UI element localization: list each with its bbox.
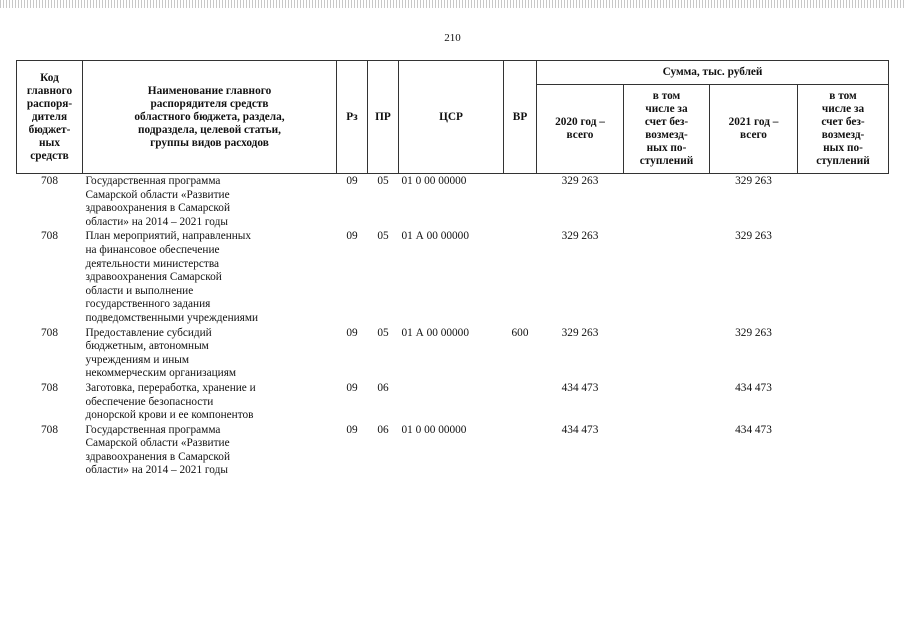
cell-name — [83, 423, 337, 478]
name-line: обеспечение безопасности — [85, 395, 214, 408]
cell-2021-total: 434 473 — [735, 423, 772, 436]
cell-name — [83, 381, 337, 423]
cell-2021-gratuitous — [798, 229, 889, 325]
name-line: некоммерческим организациям — [85, 367, 237, 380]
name-line: Заготовка, переработка, хранение и — [85, 381, 256, 394]
table-row — [17, 326, 889, 381]
header-2020-gratuitous: в том числе за счет без- возмезд- ных по- ступлений — [624, 85, 710, 174]
name-line: деятельности министерства — [85, 257, 220, 270]
cell-2020-total: 434 473 — [561, 423, 599, 436]
cell-2021-total: 434 473 — [735, 381, 772, 394]
cell-csr — [399, 381, 504, 423]
name-line: здравоохранения в Самарской — [85, 450, 230, 463]
header-vr: ВР — [504, 61, 537, 174]
cell-name — [83, 229, 337, 325]
cell-rz: 09 — [346, 326, 358, 339]
cell-2020-gratuitous — [624, 326, 710, 381]
table-row — [17, 381, 889, 423]
table-row — [17, 423, 889, 478]
cell-2020-total: 434 473 — [561, 381, 599, 394]
cell-2020-gratuitous — [624, 381, 710, 423]
cell-code: 708 — [41, 423, 58, 436]
cell-2021-gratuitous — [798, 174, 889, 230]
cell-rz: 09 — [346, 230, 358, 243]
cell-2021-gratuitous — [798, 326, 889, 381]
cell-rz: 09 — [346, 381, 358, 394]
name-line: здравоохранения в Самарской — [85, 202, 230, 215]
cell-pr: 05 — [377, 230, 389, 243]
name-line: области» на 2014 – 2021 годы — [85, 215, 228, 228]
name-line: Государственная программа — [85, 175, 221, 187]
header-rz: Рз — [337, 61, 368, 174]
cell-vr — [504, 423, 537, 478]
name-line: Самарской области «Развитие — [85, 437, 230, 450]
cell-2020-gratuitous — [624, 174, 710, 230]
name-line: области и выполнение — [85, 284, 194, 297]
cell-2021-total: 329 263 — [735, 175, 772, 187]
cell-pr: 05 — [377, 175, 389, 187]
cell-name — [83, 174, 337, 230]
cell-2020-gratuitous — [624, 423, 710, 478]
page-number: 210 — [444, 32, 461, 44]
cell-csr: 01 0 00 00000 — [401, 175, 467, 187]
cell-csr: 01 А 00 00000 — [401, 326, 469, 339]
cell-2021-total: 329 263 — [735, 326, 772, 339]
name-line: План мероприятий, направленных — [85, 230, 252, 243]
cell-name — [83, 326, 337, 381]
name-line: Государственная программа — [85, 423, 221, 436]
table-row — [17, 229, 889, 325]
cell-2020-total: 329 263 — [561, 326, 599, 339]
cell-code: 708 — [41, 230, 58, 243]
header-pr: ПР — [368, 61, 399, 174]
name-line: учреждениям и иным — [85, 353, 190, 366]
cell-pr: 05 — [377, 326, 389, 339]
cell-2021-total: 329 263 — [735, 230, 772, 243]
header-name: Наименование главного распорядителя средств областного бюджета, раздела, подраздела, целевой статьи, группы видов расходов — [83, 61, 337, 174]
header-csr: ЦСР — [399, 61, 504, 174]
cell-csr: 01 0 00 00000 — [401, 423, 467, 436]
cell-2020-gratuitous — [624, 229, 710, 325]
cell-2020-total: 329 263 — [561, 230, 599, 243]
cell-vr — [504, 174, 537, 230]
table-header — [17, 61, 889, 174]
header-2020-total: 2020 год – всего — [537, 85, 624, 174]
cell-vr: 600 — [511, 326, 529, 339]
cell-pr: 06 — [377, 423, 389, 436]
cell-csr: 01 А 00 00000 — [401, 230, 469, 243]
name-line: подведомственными учреждениями — [85, 311, 259, 324]
name-line: государственного задания — [85, 298, 211, 311]
header-code: Код главного распоря- дителя бюджет- ных средств — [17, 61, 83, 174]
header-2021-total: 2021 год – всего — [710, 85, 798, 174]
name-line: бюджетным, автономным — [85, 340, 209, 353]
cell-rz: 09 — [346, 423, 358, 436]
header-2021-gratuitous: в том числе за счет без- возмезд- ных по- ступлений — [798, 85, 889, 174]
scan-top-edge — [0, 0, 905, 8]
cell-2021-gratuitous — [798, 381, 889, 423]
name-line: на финансовое обеспечение — [85, 243, 220, 256]
budget-table — [16, 60, 889, 478]
cell-pr: 06 — [377, 381, 389, 394]
cell-2020-total: 329 263 — [561, 175, 599, 187]
name-line: области» на 2014 – 2021 годы — [85, 464, 228, 477]
table-body — [17, 174, 889, 479]
cell-code: 708 — [41, 326, 58, 339]
name-line: здравоохранения Самарской — [85, 271, 222, 284]
cell-code: 708 — [41, 381, 58, 394]
name-line: Предоставление субсидий — [85, 326, 212, 339]
cell-2021-gratuitous — [798, 423, 889, 478]
cell-vr — [504, 229, 537, 325]
table-row — [17, 174, 889, 230]
name-line: донорской крови и ее компонентов — [85, 409, 254, 422]
name-line: Самарской области «Развитие — [85, 188, 230, 201]
cell-rz: 09 — [346, 175, 358, 187]
header-sum-title: Сумма, тыс. рублей — [537, 61, 889, 85]
cell-vr — [504, 381, 537, 423]
cell-code: 708 — [41, 175, 58, 187]
